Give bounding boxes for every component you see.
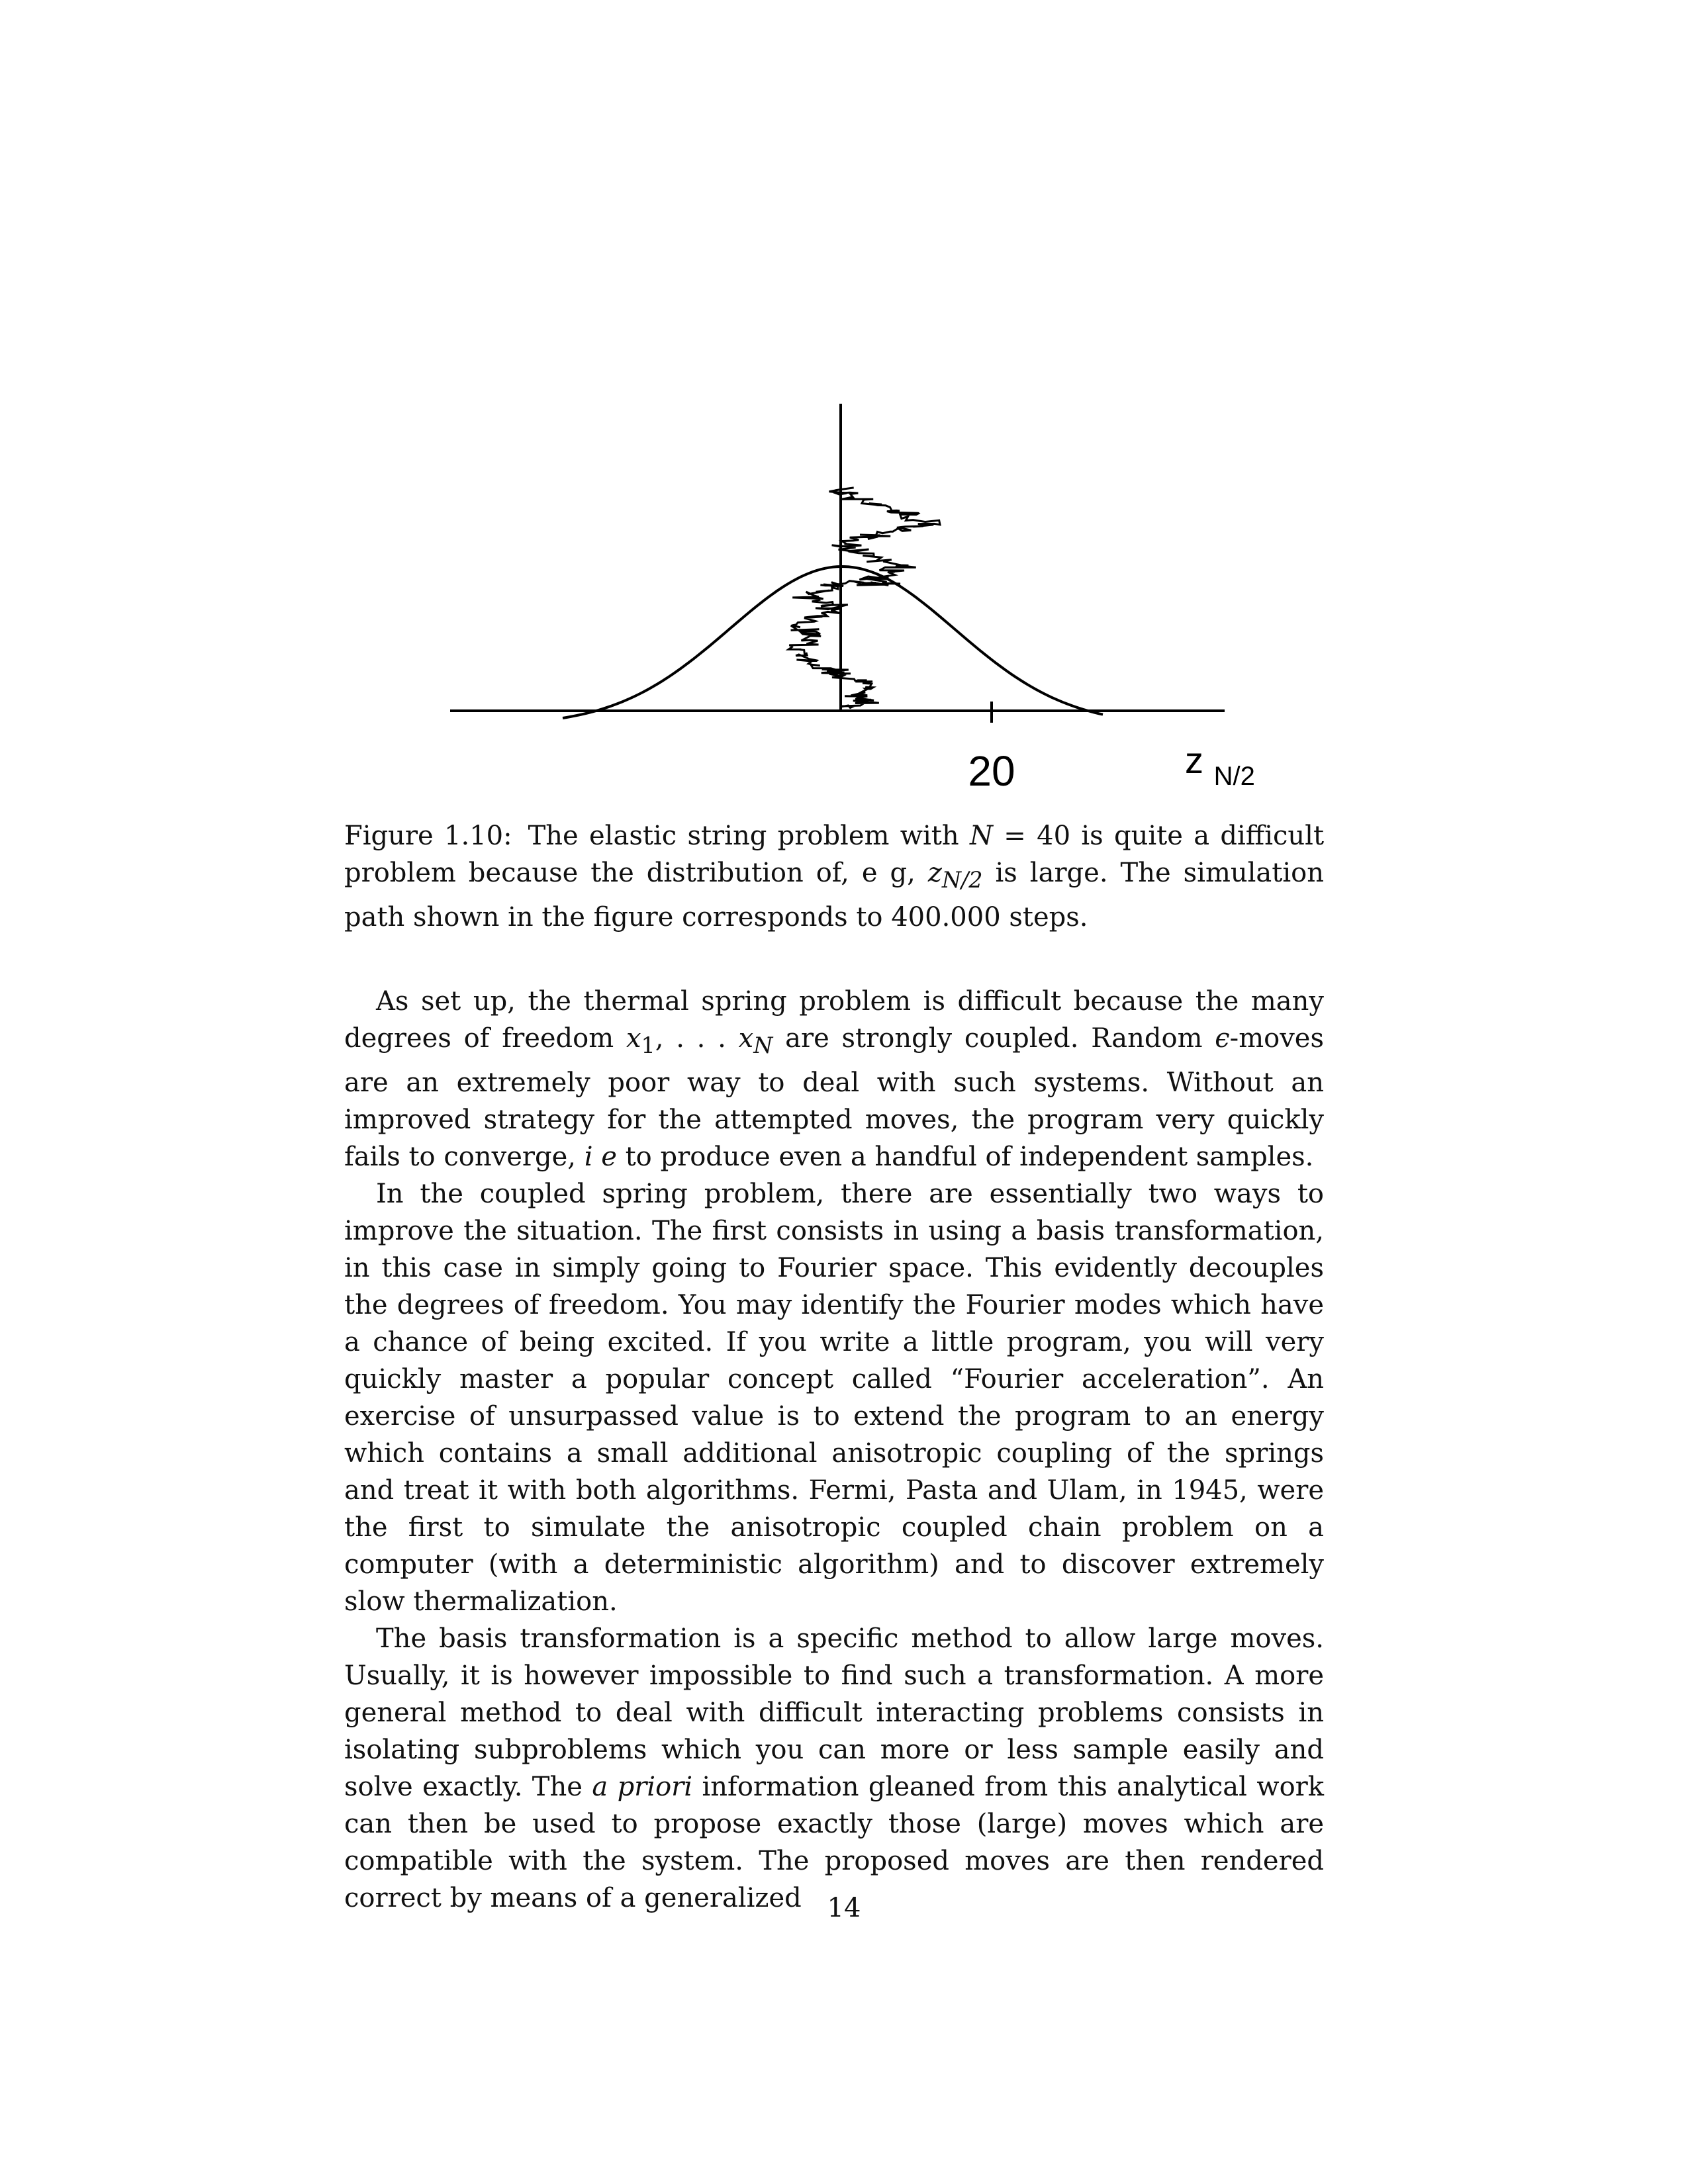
paragraph-3 — [344, 1620, 1324, 1917]
p1-ie: i e — [584, 1142, 617, 1172]
paragraph-1 — [344, 983, 1324, 1175]
axis-label — [1185, 739, 1255, 791]
p1-math-eps: ϵ — [1215, 1023, 1230, 1054]
p1-text-d: to produce even a handful of independent samples. — [616, 1142, 1314, 1172]
p1-text-b: are strongly coupled. Random — [773, 1023, 1215, 1054]
caption-math-z: z — [927, 858, 942, 888]
p1-text-a: As set up, the thermal spring problem is difficult because the many degrees of freedom — [344, 986, 1324, 1054]
caption-math-N: N — [969, 821, 993, 851]
tick-label-20: 20 — [968, 747, 1015, 795]
caption-text-1: The elastic string problem with — [528, 821, 970, 851]
body-text — [344, 983, 1324, 1917]
p1-sub-N: N — [753, 1032, 773, 1058]
page-number: 14 — [827, 1893, 861, 1923]
p3-text-a: The basis transformation is a specific method to allow large moves. Usually, it is however impossible to find such a transformation. A more general method to deal with difficult interacting problems consists in isolating subproblems which you can more or less sample easily and solve exactly. The — [344, 1623, 1324, 1802]
axis-label-main: z — [1185, 739, 1203, 781]
p1-dots: , . . . — [655, 1023, 739, 1054]
caption-label: Figure 1.10: — [344, 821, 512, 851]
axis-label-sub: N/2 — [1213, 762, 1255, 791]
p1-math-x2: x — [738, 1023, 754, 1054]
p1-sub-1: 1 — [641, 1032, 655, 1058]
figure-caption — [344, 817, 1324, 936]
caption-text-3: is large. The simulation path shown in the figure corresponds to 400.000 steps. — [344, 858, 1324, 933]
paragraph-2: In the coupled spring problem, there are essentially two ways to improve the situation. The first consists in using a basis transformation, in this case in simply going to Fourier space. This evidently decouples the degrees of freedom. You may identify the Fourier modes which have a chance of being excited. If you write a little program, you will very quickly master a popular concept called “Fourier acceleration”. An exercise of unsurpassed value is to extend the program to an energy which contains a small additional anisotropic coupling of the springs and treat it with both algorithms. Fermi, Pasta and Ulam, in 1945, were the first to simulate the anisotropic coupled chain problem on a computer (with a deterministic algorithm) and to discover extremely slow thermalization. — [344, 1179, 1324, 1617]
p3-text-b: information gleaned from this analytical work can then be used to propose exactly those (large) moves which are compatible with the system. The proposed moves are then rendered correct by means of a generalized — [344, 1772, 1325, 1913]
caption-text-2: = 40 is quite a difficult problem because the distribution of, e g, — [344, 821, 1325, 888]
p1-math-x: x — [626, 1023, 641, 1054]
p1-text-c: -moves are an extremely poor way to deal with such systems. Without an improved strategy for the attempted moves, the program very quickly fails to converge, — [344, 1023, 1324, 1172]
caption-math-sub: N/2 — [941, 867, 983, 893]
p3-apriori: a priori — [592, 1772, 693, 1802]
figure-plot — [437, 390, 1258, 814]
